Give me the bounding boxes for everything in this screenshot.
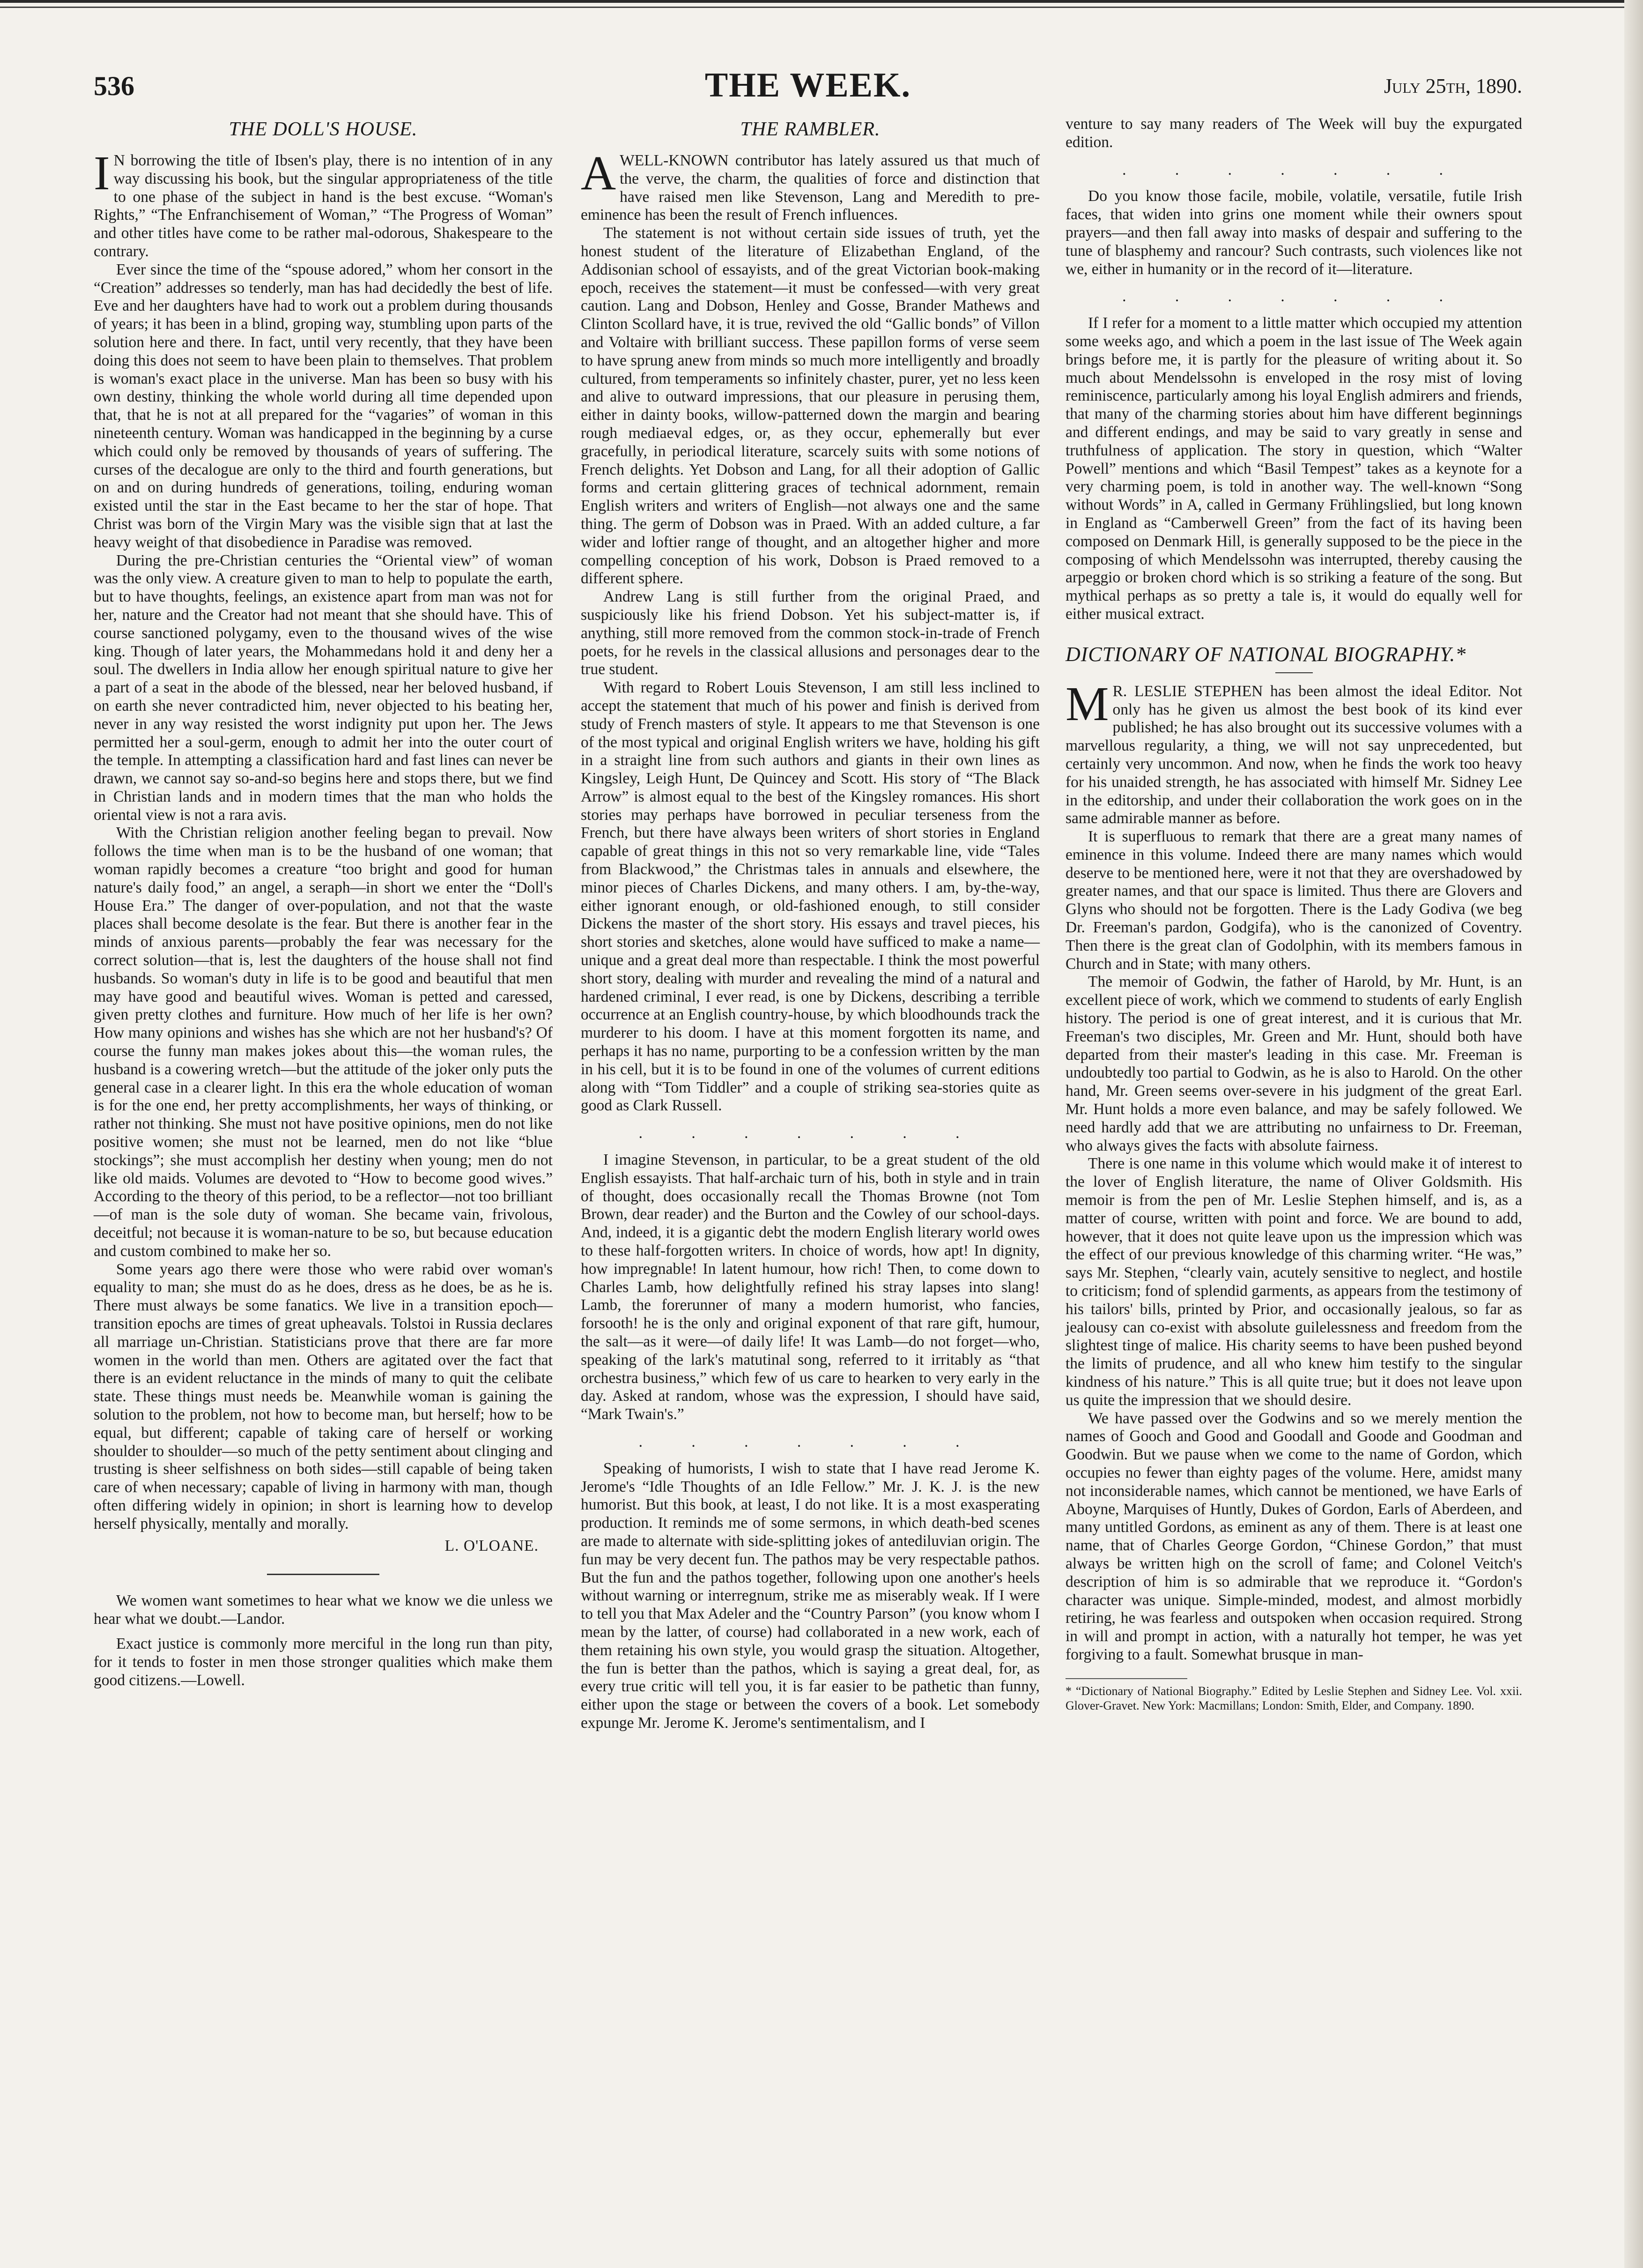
dolls-house-para-5: Some years ago there were those who were rabid over woman's equality to man; she must do as he does, dress as he does, be as he is. There must always be some fanatics. We live in a transition epoch—transition epochs are times of great upheavals. Tolstoi in Russia declares all marriage un-Christian. Statisticians prove that there are far more women in the world than men. Others are agitated over the fact that there is an evident reluctance in the minds of many to quit the celibate state. These things must needs be. Meanwhile woman is gaining the solution to the problem, not how to become man, but herself; how to be equal, but different; capable of taking care of herself or working shoulder to shoulder—so much of the petty sentiment about clinging and trusting is sheer selfishness on both sides—still capable of being taken care of when necessary; capable of living in harmony with man, though often differing widely in opinion; in short is learning how to develop herself physically, mentally and morally.	[94, 1260, 553, 1532]
dolls-house-para-4: With the Christian religion another feeling began to prevail. Now follows the time when man is to be the husband of one woman; that woman rapidly becomes a creature “too bright and good for human nature's daily food,” an angel, a seraph—in short we enter the “Doll's House Era.” The danger of over-population, and not that the waste places shall become desolate is the fear. But there is another fear in the minds of anxious parents—probably the fear was necessary for the correct solution—that is, lest the daughters of the house shall not find husbands. So woman's duty in life is to be good and beautiful that men may have good and beautiful wives. Woman is petted and caressed, given pretty clothes and furniture. How much of her life is her own? How many opinions and wishes has she which are not her husband's? Of course the funny man makes jokes about this—the woman rules, the husband is a cowering wretch—but the attitude of the joker only puts the general case in a clearer light. In this era the whole education of woman is for the one end, her pretty accomplishments, her ways of thinking, or rather not thinking. She must not have positive opinions, men do not like positive women; she must not be learned, men do not like “blue stockings”; she must accomplish her destiny when young; men do not like old maids. Volumes are devoted to “How to become good wives.” According to the theory of this period, to be a reflector—not too brilliant—of man is the sole duty of woman. She became vain, frivolous, deceitful; not because it is woman-nature to be so, but because education and custom combined to make her so.	[94, 824, 553, 1260]
page-number: 536	[94, 71, 134, 101]
drop-cap: M	[1066, 677, 1109, 731]
rambler-para-9: If I refer for a moment to a little matter which occupied my attention some weeks ago, and which a poem in the last issue of The Week again brings before me, it is partly for the pleasure of writing about it. So much about Mendelssohn is enveloped in the rosy mist of loving reminiscence, particularly among his loyal English admirers and friends, that many of the charming stories about him have different beginnings and different endings, and may be said to vary greatly in sense and truthfulness of application. The story in question, which “Walter Powell” mentions and which “Basil Tempest” takes as a keynote for a very charming poem, is told in another way. The well-known “Song without Words” in A, called in Germany Frühlingslied, but long known in England as “Camberwell Green” from the fact of its having been composed on Denmark Hill, is generally supposed to be the piece in the composing of which Mendelssohn was interrupted, thereby causing the arpeggio or broken chord which is so striking a feature of the song. But mythical perhaps as so pretty a tale is, it would do equally well for either musical extract.	[1066, 314, 1522, 623]
dnb-para-5: We have passed over the Godwins and so we merely mention the names of Gooch and Good and Goodall and Goode and Goodman and Goodwin. But we pause when we come to the name of Gordon, which occupies no fewer than eighty pages of the volume. Here, amidst many not inconsiderable names, which cannot be mentioned, we have Earls of Aboyne, Marquises of Huntly, Dukes of Gordon, Earls of Aberdeen, and many untitled Gordons, as eminent as any of them. There is at least one name, that of Charles George Gordon, “Chinese Gordon,” that must always be written high on the scroll of fame; and Colonel Veitch's description of him is so admirable that we reproduce it. “Gordon's character was unique. Simple-minded, modest, and almost morbidly retiring, he was fearless and outspoken when occasion required. Strong in will and prompt in action, with a naturally hot temper, he was yet forgiving to a fault. Somewhat brusque in man-	[1066, 1409, 1522, 1663]
drop-cap: I	[94, 146, 110, 200]
para-text: WELL-KNOWN contributor has lately assured us that much of the verve, the charm, the qualities of force and distinction that have raised men like Stevenson, Lang and Meredith to pre-eminence has been the result of French influences.	[581, 152, 1040, 224]
rambler-para-7: venture to say many readers of The Week will buy the expurgated edition.	[1066, 115, 1522, 151]
rambler-heading: THE RAMBLER.	[740, 119, 881, 140]
rambler-para-4: With regard to Robert Louis Stevenson, I am still less inclined to accept the statement that much of his power and finish is derived from study of French masters of style. It appears to me that Stevenson is one of the most typical and original English writers we have, holding his gift in a straight line from such authors and giants in their own lines as Kingsley, Leigh Hunt, De Quincey and Scott. His story of “The Black Arrow” is almost equal to the best of the Kingsley romances. His short stories may perhaps have borrowed in peculiar terseness from the French, but there have always been writers of short stories in England capable of great things in this not so very remarkable line, vide “Tales from Blackwood,” the Christmas tales in annuals and elsewhere, the minor pieces of Charles Dickens, and many others. I am, by-the-way, either ignorant enough, or old-fashioned enough, to still consider Dickens the master of the short story. His essays and travel pieces, his short stories and sketches, alone would have sufficed to make a name—unique and a great deal more than respectable. I think the most powerful short story, dealing with murder and revealing the mind of a natural and hardened criminal, I ever read, is one by Dickens, describing a terrible occurrence at an English country-house, by which bloodhounds track the murderer to his doom. I have at this moment forgotten its name, and perhaps it has no name, purporting to be a confession written by the man in his cell, but it is to be found in one of the volumes of current editions along with “Tom Tiddler” and a couple of striking sea-stories quite as good as Clark Russell.	[581, 679, 1040, 1115]
masthead-title: THE WEEK.	[704, 66, 911, 104]
footnote	[1066, 1678, 1522, 1713]
heading-rule	[1275, 672, 1313, 673]
dolls-house-para-3: During the pre-Christian centuries the “Oriental view” of woman was the only view. A creature given to man to help to populate the earth, but to have thoughts, feelings, an existence apart from man was not for her, nature and the Creator had not meant that she should have. This of course sanctioned polygamy, even to the thousand wives of the wise king. Though of later years, the Mohammedans hold it and deny her a soul. The dwellers in India allow her enough spiritual nature to give her a part of a seat in the abode of the blessed, near her beloved husband, if on earth she never contradicted him, never objected to his beating her, never in any way resisted the worst indignity put upon her. The Jews permitted her a soul-germ, enough to admit her into the outer court of the temple. In attempting a classification hard and fast lines can never be drawn, we cannot say so-and-so begins here and stops there, but we find in Christian lands and in modern times that the man who holds the oriental view is not a rara avis.	[94, 551, 553, 824]
dolls-house-heading: THE DOLL'S HOUSE.	[229, 119, 418, 140]
section-dots: . . . . . . .	[638, 1433, 982, 1450]
rambler-para-2: The statement is not without certain side issues of truth, yet the honest student of the literature of Elizabethan England, of the Addisonian school of essayists, and of the great Victorian book-making epoch, receives the statement—it must be confessed—with very great caution. Lang and Dobson, Henley and Gosse, Brander Mathews and Clinton Scollard have, it is true, revived the old “Gallic bonds” of Villon and Voltaire with brilliant success. These papillon forms of verse seem to have sprung anew from minds so much more intelligently and broadly cultured, from temperaments so infinitely chaster, purer, yet no less keen and alive to outward impressions, that our pleasure in perusing them, either in dainty books, willow-patterned down the margin and bearing rough mediaeval edges, or, as they occur, ephemerally but ever gracefully, in periodical literature, scarcely suits with some notions of French delights. Yet Dobson and Lang, for all their adoption of Gallic forms and certain glittering graces of technical adornment, remain English writers and writers of English—not always one and the same thing. The germ of Dobson was in Praed. With an added culture, a far wider and loftier range of thought, and an altogether higher and more compelling conception of his work, Dobson is Praed removed to a different sphere.	[581, 224, 1040, 587]
top-rule	[0, 0, 1643, 19]
rambler-para-3: Andrew Lang is still further from the original Praed, and suspiciously like his friend Dobson. Yet his subject-matter is, if anything, still more removed from the common stock-in-trade of French poets, for he revels in the classical allusions and personages dear to the true student.	[581, 588, 1040, 678]
page-header	[94, 66, 1522, 117]
para-text: N borrowing the title of Ibsen's play, there is no intention of in any way discussing his book, but the singular appropriateness of the title to one phase of the subject in hand is the best excuse. “Woman's Rights,” “The Enfranchisement of Woman,” “The Progress of Woman” and other titles have come to be rather mal-odorous, Shakespeare to the contrary.	[94, 152, 553, 260]
section-dots: . . . . . . .	[1122, 161, 1465, 178]
quote-lowell: Exact justice is commonly more merciful in the long run than pity, for it tends to foster in men those stronger qualities which make them good citizens.—Lowell.	[94, 1635, 553, 1689]
dnb-para-4: There is one name in this volume which would make it of interest to the lover of English literature, the name of Oliver Goldsmith. His memoir is from the pen of Mr. Leslie Stephen himself, and is, as a matter of course, written with point and force. We are bound to add, however, that it does not quite leave upon us the impression which was the effect of our previous knowledge of this charming writer. “He was,” says Mr. Stephen, “clearly vain, acutely sensitive to neglect, and hostile to criticism; fond of splendid garments, as appears from the testimony of his tailors' bills, printed by Prior, and occasionally jealous, so far as jealousy can co-exist with absolute guilelessness and freedom from the slightest tinge of malice. His charity seems to have been pushed beyond the limits of prudence, and all who knew him testify to the singular kindness of his nature.” This is all quite true; but it does not leave upon us quite the impression that we should desire.	[1066, 1155, 1523, 1409]
dnb-para-3: The memoir of Godwin, the father of Harold, by Mr. Hunt, is an excellent piece of work, which we commend to students of early English history. The period is one of great interest, and it is curious that Mr. Freeman's two disciples, Mr. Green and Mr. Hunt, should both have departed from their master's leading in this case. Mr. Freeman is undoubtedly too partial to Godwin, as he is also to Harold. On the other hand, Mr. Green seems over-severe in his judgment of the great Earl. Mr. Hunt holds a more even balance, and may be safely followed. We need hardly add that we are attributing no unfairness to Dr. Freeman, who always gives the facts with absolute fairness.	[1066, 973, 1522, 1154]
section-dots: . . . . . . .	[1122, 288, 1465, 305]
rambler-para-1	[581, 146, 1040, 224]
section-divider	[267, 1574, 379, 1575]
issue-date: July 25th, 1890.	[1384, 74, 1522, 97]
rambler-para-8: Do you know those facile, mobile, volatile, versatile, futile Irish faces, that widen into grins one moment while their owners spout prayers—and then fall away into masks of despair and suffering to the tune of blasphemy and rancour? Such contrasts, such violences like not we, either in humanity or in the record of it—literature.	[1066, 187, 1522, 278]
column-1	[94, 117, 553, 1689]
author-signature: L. O'LOANE.	[444, 1537, 539, 1554]
quote-landor: We women want sometimes to hear what we know we die unless we hear what we doubt.—Landor.	[94, 1592, 553, 1628]
column-3	[1066, 117, 1522, 1713]
dolls-house-para-1	[94, 146, 553, 261]
dnb-para-2: It is superfluous to remark that there are a great many names of eminence in this volume. Indeed there are many names which would deserve to be mentioned here, were it not that they are overshadowed by greater names, and that our space is limited. Thus there are Glovers and Glyns who should not be forgotten. There is the Lady Godiva (we beg Dr. Freeman's pardon, Godgifa), who is the canonized of Coventry. Then there is the great clan of Godolphin, with its members famous in Church and in State; with many others.	[1066, 828, 1522, 973]
footnote-text: * “Dictionary of National Biography.” Edited by Leslie Stephen and Sidney Lee. Vol. xxii. Glover-Gravet. New York: Macmillans; London: Smith, Elder, and Company. 1890.	[1066, 1684, 1522, 1712]
rambler-para-6: Speaking of humorists, I wish to state that I have read Jerome K. Jerome's “Idle Thoughts of an Idle Fellow.” Mr. J. K. J. is the new humorist. But this book, at least, I do not like. It is a most exasperating production. It reminds me of some sermons, in which death-bed scenes are made to alternate with side-splitting jokes of antediluvian origin. The fun may be very decent fun. The pathos may be very respectable pathos. But the fun and the pathos together, following upon one another's heels without warning or interregnum, strike me as miserably weak. If I were to tell you that Max Adeler and the “Country Parson” (you know whom I mean by the latter, of course) had collaborated in a new work, each of them retaining his own style, you would grasp the situation. Altogether, the fun is better than the pathos, which is saying a great deal, for, as every true critic will tell you, it is far easier to be pathetic than funny, either upon the stage or between the covers of a book. Let somebody expunge Mr. Jerome K. Jerome's sentimentalism, and I	[581, 1459, 1040, 1732]
column-2	[581, 117, 1040, 1733]
page-edge	[1624, 0, 1643, 2268]
dnb-heading: DICTIONARY OF NATIONAL BIOGRAPHY.*	[1066, 642, 1466, 666]
rambler-para-5: I imagine Stevenson, in particular, to be a great student of the old English essayists. That half-archaic turn of his, both in style and in train of thought, does occasionally recall the Thomas Browne (not Tom Brown, dear reader) and the Burton and the Cowley of our school-days. And, indeed, it is a gigantic debt the modern English literary world owes to these half-forgotten writers. In choice of words, how apt! In dignity, how impregnable! In latent humour, how rich! Then, to come down to Charles Lamb, how delightfully refined his stray lapses into slang! Lamb, the forerunner of many a modern humorist, who fancies, forsooth! he is the only and original exponent of that rare gift, humour, the salt—as it were—of daily life! It was Lamb—do not forget—who, speaking of the lark's matutinal song, referred to it irritably as “that orchestra business,” which few of us care to hearken to very early in the day. Asked at random, whose was the expression, I should have said, “Mark Twain's.”	[581, 1151, 1040, 1423]
para-text: R. LESLIE STEPHEN has been almost the ideal Editor. Not only has he given us almost the best book of its kind ever published; he has also brought out its successive volumes with a marvellous regularity, a thing, we will not say unprecedented, but certainly very uncommon. And now, when he finds the work too heavy for his unaided strength, he has associated with himself Mr. Sidney Lee in the editorship, and under their collaboration the work goes on in the same admirable manner as before.	[1066, 682, 1522, 827]
dolls-house-para-2: Ever since the time of the “spouse adored,” whom her consort in the “Creation” addresses so tenderly, man has had decidedly the best of life. Eve and her daughters have had to work out a problem during thousands of years; it has been in a blind, groping way, stumbling upon parts of the solution here and there. In fact, until very recently, that they have been doing this does not seem to have been plain to themselves. That problem is woman's exact place in the universe. Man has been so busy with his own destiny, thinking the whole world during all time depended upon that, that he is not at all prepared for the “vagaries” of woman in this nineteenth century. Woman was handicapped in the beginning by a curse which could only be removed by thousands of years of suffering. The curses of the decalogue are only to the third and fourth generations, but on and on during hundreds of generations, toiling, enduring woman existed until the star in the East became to her the star of hope. That Christ was born of the Virgin Mary was the visible sign that at last the heavy weight of that disobedience in Paradise was removed.	[94, 260, 553, 551]
section-dots: . . . . . . .	[638, 1124, 982, 1142]
dnb-para-1	[1066, 677, 1522, 828]
drop-cap: A	[581, 146, 616, 200]
